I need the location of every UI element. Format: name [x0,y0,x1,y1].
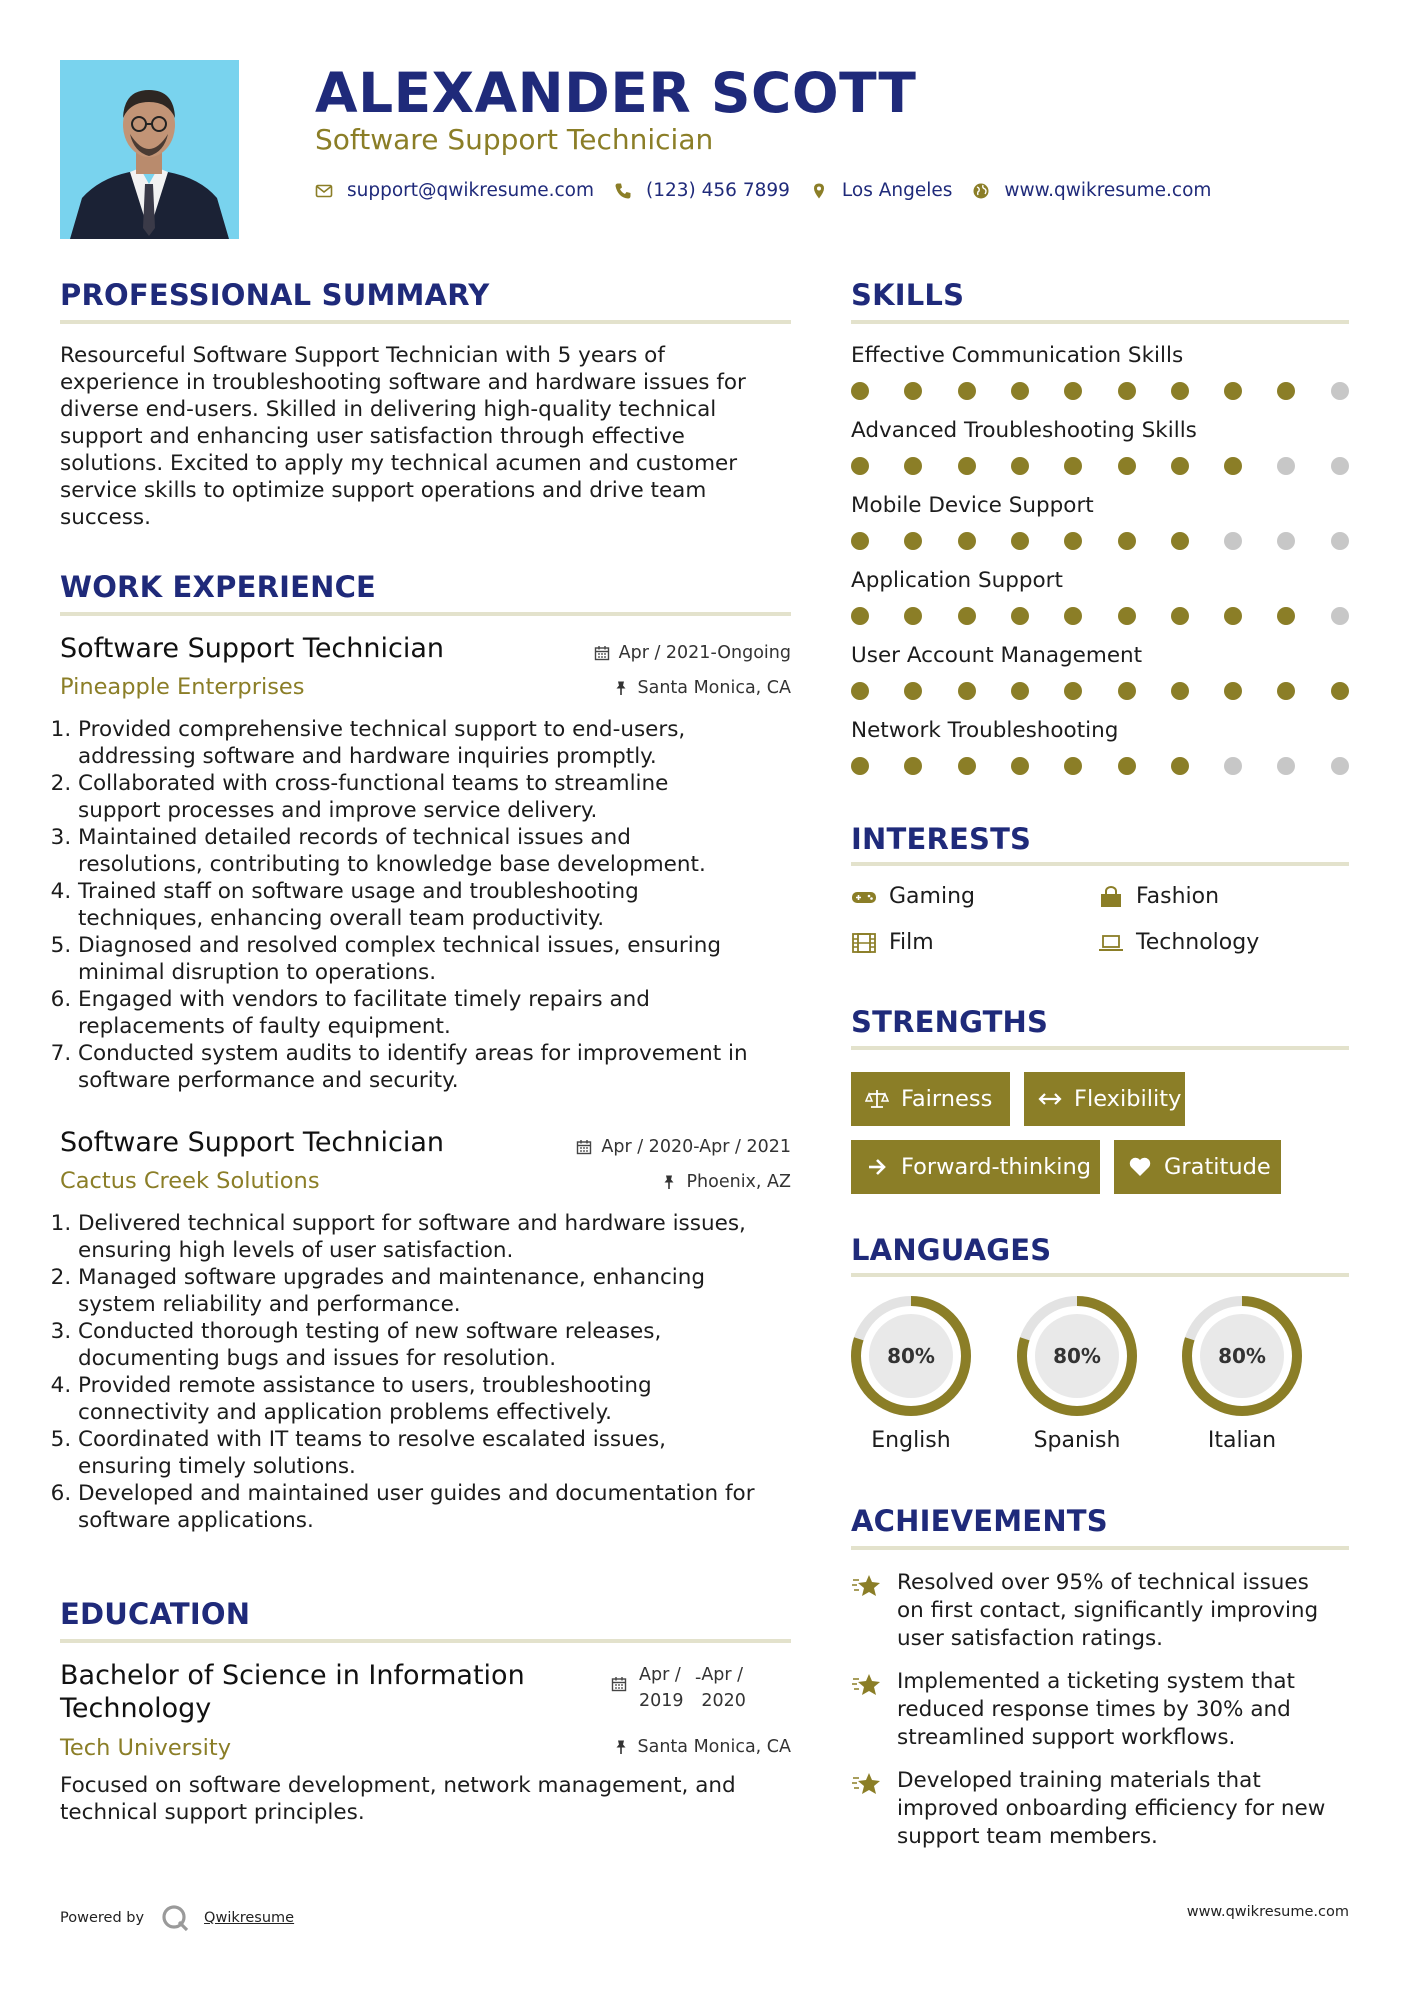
skill-dot-filled [904,607,922,625]
language-percent: 80% [887,1344,935,1368]
calendar-icon [611,1676,627,1692]
duty-item: 7. Conducted system audits to identify areas for improvement in software performance and security. [78,1040,818,1094]
duty-item: 3. Conducted thorough testing of new software releases, documenting bugs and issues for resolution. [78,1318,818,1372]
language-progress-ring [849,1294,973,1418]
skill-rating [851,382,1349,400]
skill-rating [851,457,1349,475]
strength-label: Flexibility [1074,1086,1182,1112]
pushpin-icon [661,1174,677,1190]
degree-title [60,1659,525,1725]
skill-dot-filled [1064,382,1082,400]
job-company: Cactus Creek Solutions [60,1168,320,1194]
achievement-line: Developed training materials that [897,1768,1261,1793]
skill-dot-filled [958,607,976,625]
skill-dot-filled [958,382,976,400]
envelope-icon [315,182,333,200]
skill-dot-filled [1171,607,1189,625]
achievements-heading: ACHIEVEMENTS [851,1504,1108,1538]
skill-rating [851,607,1349,625]
interest-item [1098,928,1259,958]
skill-dot-filled [904,757,922,775]
end-year: 2020 [701,1691,746,1711]
duty-item: 1. Delivered technical support for software and hardware issues, ensuring high levels of user satisfaction. [78,1210,818,1264]
summary-line: success. [60,505,151,530]
interest-item [851,882,975,912]
job-location-text: Phoenix, AZ [686,1172,791,1192]
shopping-bag-icon [1098,886,1124,908]
achievement-line: Resolved over 95% of technical issues [897,1570,1309,1595]
skill-dot-filled [1064,757,1082,775]
summary-heading: PROFESSIONAL SUMMARY [60,278,490,312]
school-name: Tech University [60,1735,232,1761]
duty-item: 6. Developed and maintained user guides and documentation for software applications. [78,1480,818,1534]
skill-name: Mobile Device Support [851,493,1094,518]
summary-text [60,342,746,531]
achievement-line: Implemented a ticketing system that [897,1669,1295,1694]
skill-dot-filled [1171,682,1189,700]
languages-divider [851,1273,1349,1277]
language-progress-ring [1180,1294,1304,1418]
duty-item: 4. Trained staff on software usage and troubleshooting techniques, enhancing overall team productivity. [78,878,818,932]
skill-dot-filled [1277,607,1295,625]
duty-item: 2. Collaborated with cross-functional teams to streamline support processes and improve service delivery. [78,770,818,824]
candidate-title: Software Support Technician [315,123,714,156]
contact-email[interactable] [315,176,594,206]
job-duties [60,1210,818,1534]
contact-website[interactable] [972,176,1211,206]
skill-dot-filled [1064,607,1082,625]
skill-dot-filled [1277,682,1295,700]
language-item [1180,1294,1304,1456]
skill-dot-filled [1118,532,1136,550]
arrow-right-icon [865,1155,889,1179]
summary-line: solutions. Excited to apply my technical acumen and customer [60,451,738,476]
language-name: Spanish [1033,1428,1121,1453]
language-name: Italian [1207,1428,1277,1453]
skill-dot-filled [1331,682,1349,700]
languages-heading: LANGUAGES [851,1233,1052,1267]
summary-line: diverse end-users. Skilled in delivering high-quality technical [60,397,717,422]
skills-heading: SKILLS [851,278,965,312]
phone-text: (123) 456 7899 [646,180,790,201]
skill-dot-filled [1224,382,1242,400]
duty-item: 5. Diagnosed and resolved complex technical issues, ensuring minimal disruption to operations. [78,932,818,986]
job-location-text: Santa Monica, CA [637,678,791,698]
contact-bar [315,176,1231,206]
summary-divider [60,320,791,324]
language-percent: 80% [1218,1344,1266,1368]
skill-dot-filled [1011,457,1029,475]
skill-dot-filled [1118,757,1136,775]
skill-dot-filled [1171,382,1189,400]
achievement-item [851,1767,1325,1851]
skill-name: Effective Communication Skills [851,343,1184,368]
phone-icon [614,182,632,200]
skill-dot-filled [958,757,976,775]
skill-dot-filled [851,682,869,700]
skill-dot-filled [1011,532,1029,550]
job-location [661,1170,791,1194]
pushpin-icon [613,680,629,696]
skill-dot-filled [904,457,922,475]
skill-dot-filled [1171,457,1189,475]
heart-icon [1128,1155,1152,1179]
achievement-item [851,1569,1318,1653]
education-location [613,1735,792,1759]
location-text: Los Angeles [841,180,953,201]
profile-photo [60,60,239,239]
skill-rating [851,532,1349,550]
job-dates-text: Apr / 2020-Apr / 2021 [601,1137,791,1157]
skill-dot-filled [1064,457,1082,475]
skill-dot-filled [1011,382,1029,400]
skill-dot-empty [1224,757,1242,775]
summary-line: service skills to optimize support operations and drive team [60,478,707,503]
job-dates [594,641,791,665]
interests-heading: INTERESTS [851,822,1032,856]
education-heading: EDUCATION [60,1597,251,1631]
skill-name: User Account Management [851,643,1143,668]
language-percent: 80% [1053,1344,1101,1368]
strength-label: Gratitude [1164,1154,1271,1180]
skill-name: Application Support [851,568,1063,593]
degree-line: Bachelor of Science in Information [60,1660,525,1691]
person-portrait-icon [60,60,239,239]
strength-label: Forward-thinking [901,1154,1092,1180]
qwikresume-logo-icon [160,1903,190,1933]
skill-name: Advanced Troubleshooting Skills [851,418,1197,443]
date-dash: - [695,1668,702,1688]
job-company: Pineapple Enterprises [60,674,305,700]
job-duties [60,716,818,1094]
education-divider [60,1639,791,1643]
balance-scale-icon [865,1087,889,1111]
skill-dot-filled [1118,682,1136,700]
education-start [639,1662,695,1714]
interest-item [1098,882,1219,912]
language-item [1015,1294,1139,1456]
skill-dot-filled [1171,757,1189,775]
strengths-divider [851,1046,1349,1050]
star-award-icon [851,1769,885,1799]
work-heading: WORK EXPERIENCE [60,570,377,604]
end-month: Apr / [701,1665,744,1685]
skill-dot-filled [1224,457,1242,475]
achievement-line: support team members. [897,1824,1158,1849]
job-dates [576,1135,791,1159]
skill-dot-filled [1011,682,1029,700]
skill-dot-filled [851,382,869,400]
summary-line: Resourceful Software Support Technician with 5 years of [60,343,665,368]
achievement-item [851,1668,1295,1752]
language-name: English [871,1428,951,1453]
summary-line: experience in troubleshooting software and hardware issues for [60,370,746,395]
language-item [849,1294,973,1456]
work-divider [60,612,791,616]
strength-label: Fairness [901,1086,993,1112]
duty-item: 1. Provided comprehensive technical support to end-users, addressing software and hardware inquiries promptly. [78,716,818,770]
skill-dot-filled [1118,607,1136,625]
interests-divider [851,862,1349,866]
strength-chip [851,1140,1100,1194]
duty-item: 4. Provided remote assistance to users, troubleshooting connectivity and application problems effectively. [78,1372,818,1426]
skill-dot-filled [1224,607,1242,625]
strength-chip [851,1072,1010,1126]
laptop-icon [1098,932,1124,954]
job-role: Software Support Technician [60,633,445,664]
job-dates-text: Apr / 2021-Ongoing [618,643,791,663]
email-text: support@qwikresume.com [347,180,594,201]
arrows-horizontal-icon [1038,1087,1062,1111]
duty-item: 5. Coordinated with IT teams to resolve escalated issues, ensuring timely solutions. [78,1426,818,1480]
skill-dot-empty [1331,532,1349,550]
achievement-line: improved onboarding efficiency for new [897,1796,1326,1821]
start-year: 2019 [639,1691,684,1711]
skill-dot-empty [1331,757,1349,775]
skill-name: Network Troubleshooting [851,718,1119,743]
qwikresume-link[interactable]: Qwikresume [204,1910,295,1926]
skill-rating [851,757,1349,775]
skill-dot-filled [904,682,922,700]
film-icon [851,932,877,954]
interest-label: Technology [1136,930,1260,955]
skill-dot-filled [1011,607,1029,625]
skill-dot-filled [904,532,922,550]
candidate-name: ALEXANDER SCOTT [315,61,917,125]
skill-dot-empty [1331,607,1349,625]
skill-dot-filled [1064,682,1082,700]
star-award-icon [851,1670,885,1700]
skill-dot-filled [1064,532,1082,550]
achievement-line: streamlined support workflows. [897,1725,1236,1750]
duty-item: 3. Maintained detailed records of technical issues and resolutions, contributing to knowledge base development. [78,824,818,878]
job-role: Software Support Technician [60,1127,445,1158]
skill-dot-filled [1118,382,1136,400]
contact-location [810,176,953,206]
skill-dot-filled [851,457,869,475]
education-description [60,1772,736,1826]
education-desc-line: technical support principles. [60,1800,365,1825]
skill-dot-filled [851,532,869,550]
degree-line: Technology [60,1693,212,1724]
footer-powered-by [60,1898,294,1938]
achievement-line: on first contact, significantly improving [897,1598,1319,1623]
education-dates [611,1662,746,1714]
pushpin-icon [613,1739,629,1755]
interest-label: Gaming [889,884,975,909]
website-text: www.qwikresume.com [1004,180,1212,201]
skill-dot-empty [1331,382,1349,400]
skill-dot-filled [1171,532,1189,550]
job-location [613,676,792,700]
interest-item [851,928,934,958]
skill-dot-filled [904,382,922,400]
achievement-line: reduced response times by 30% and [897,1697,1291,1722]
skill-dot-empty [1277,457,1295,475]
achievement-line: user satisfaction ratings. [897,1626,1164,1651]
skill-dot-filled [958,682,976,700]
interest-label: Fashion [1136,884,1220,909]
skill-dot-filled [1224,682,1242,700]
skill-dot-empty [1224,532,1242,550]
education-end [695,1662,746,1714]
skill-dot-filled [958,457,976,475]
calendar-icon [576,1139,592,1155]
summary-line: support and enhancing user satisfaction through effective [60,424,685,449]
skill-dot-filled [851,607,869,625]
footer-website[interactable]: www.qwikresume.com [1186,1904,1349,1920]
education-location-text: Santa Monica, CA [637,1737,791,1757]
globe-icon [972,182,990,200]
duty-item: 2. Managed software upgrades and maintenance, enhancing system reliability and performance. [78,1264,818,1318]
skill-dot-empty [1277,757,1295,775]
map-marker-icon [810,182,828,200]
achievements-divider [851,1546,1349,1550]
duty-item: 6. Engaged with vendors to facilitate timely repairs and replacements of faulty equipment. [78,986,818,1040]
strength-chip [1024,1072,1185,1126]
skill-dot-filled [851,757,869,775]
calendar-icon [594,645,610,661]
strength-chip [1114,1140,1281,1194]
strengths-heading: STRENGTHS [851,1005,1049,1039]
interest-label: Film [889,930,934,955]
skills-divider [851,320,1349,324]
powered-by-text: Powered by [60,1910,145,1926]
education-desc-line: Focused on software development, network management, and [60,1773,736,1798]
star-award-icon [851,1571,885,1601]
skill-dot-empty [1331,457,1349,475]
start-month: Apr / [639,1665,681,1685]
gamepad-icon [851,886,877,908]
contact-phone[interactable] [614,176,790,206]
skill-dot-filled [1277,382,1295,400]
skill-dot-empty [1277,532,1295,550]
skill-dot-filled [958,532,976,550]
skill-dot-filled [1011,757,1029,775]
language-progress-ring [1015,1294,1139,1418]
skill-rating [851,682,1349,700]
skill-dot-filled [1118,457,1136,475]
